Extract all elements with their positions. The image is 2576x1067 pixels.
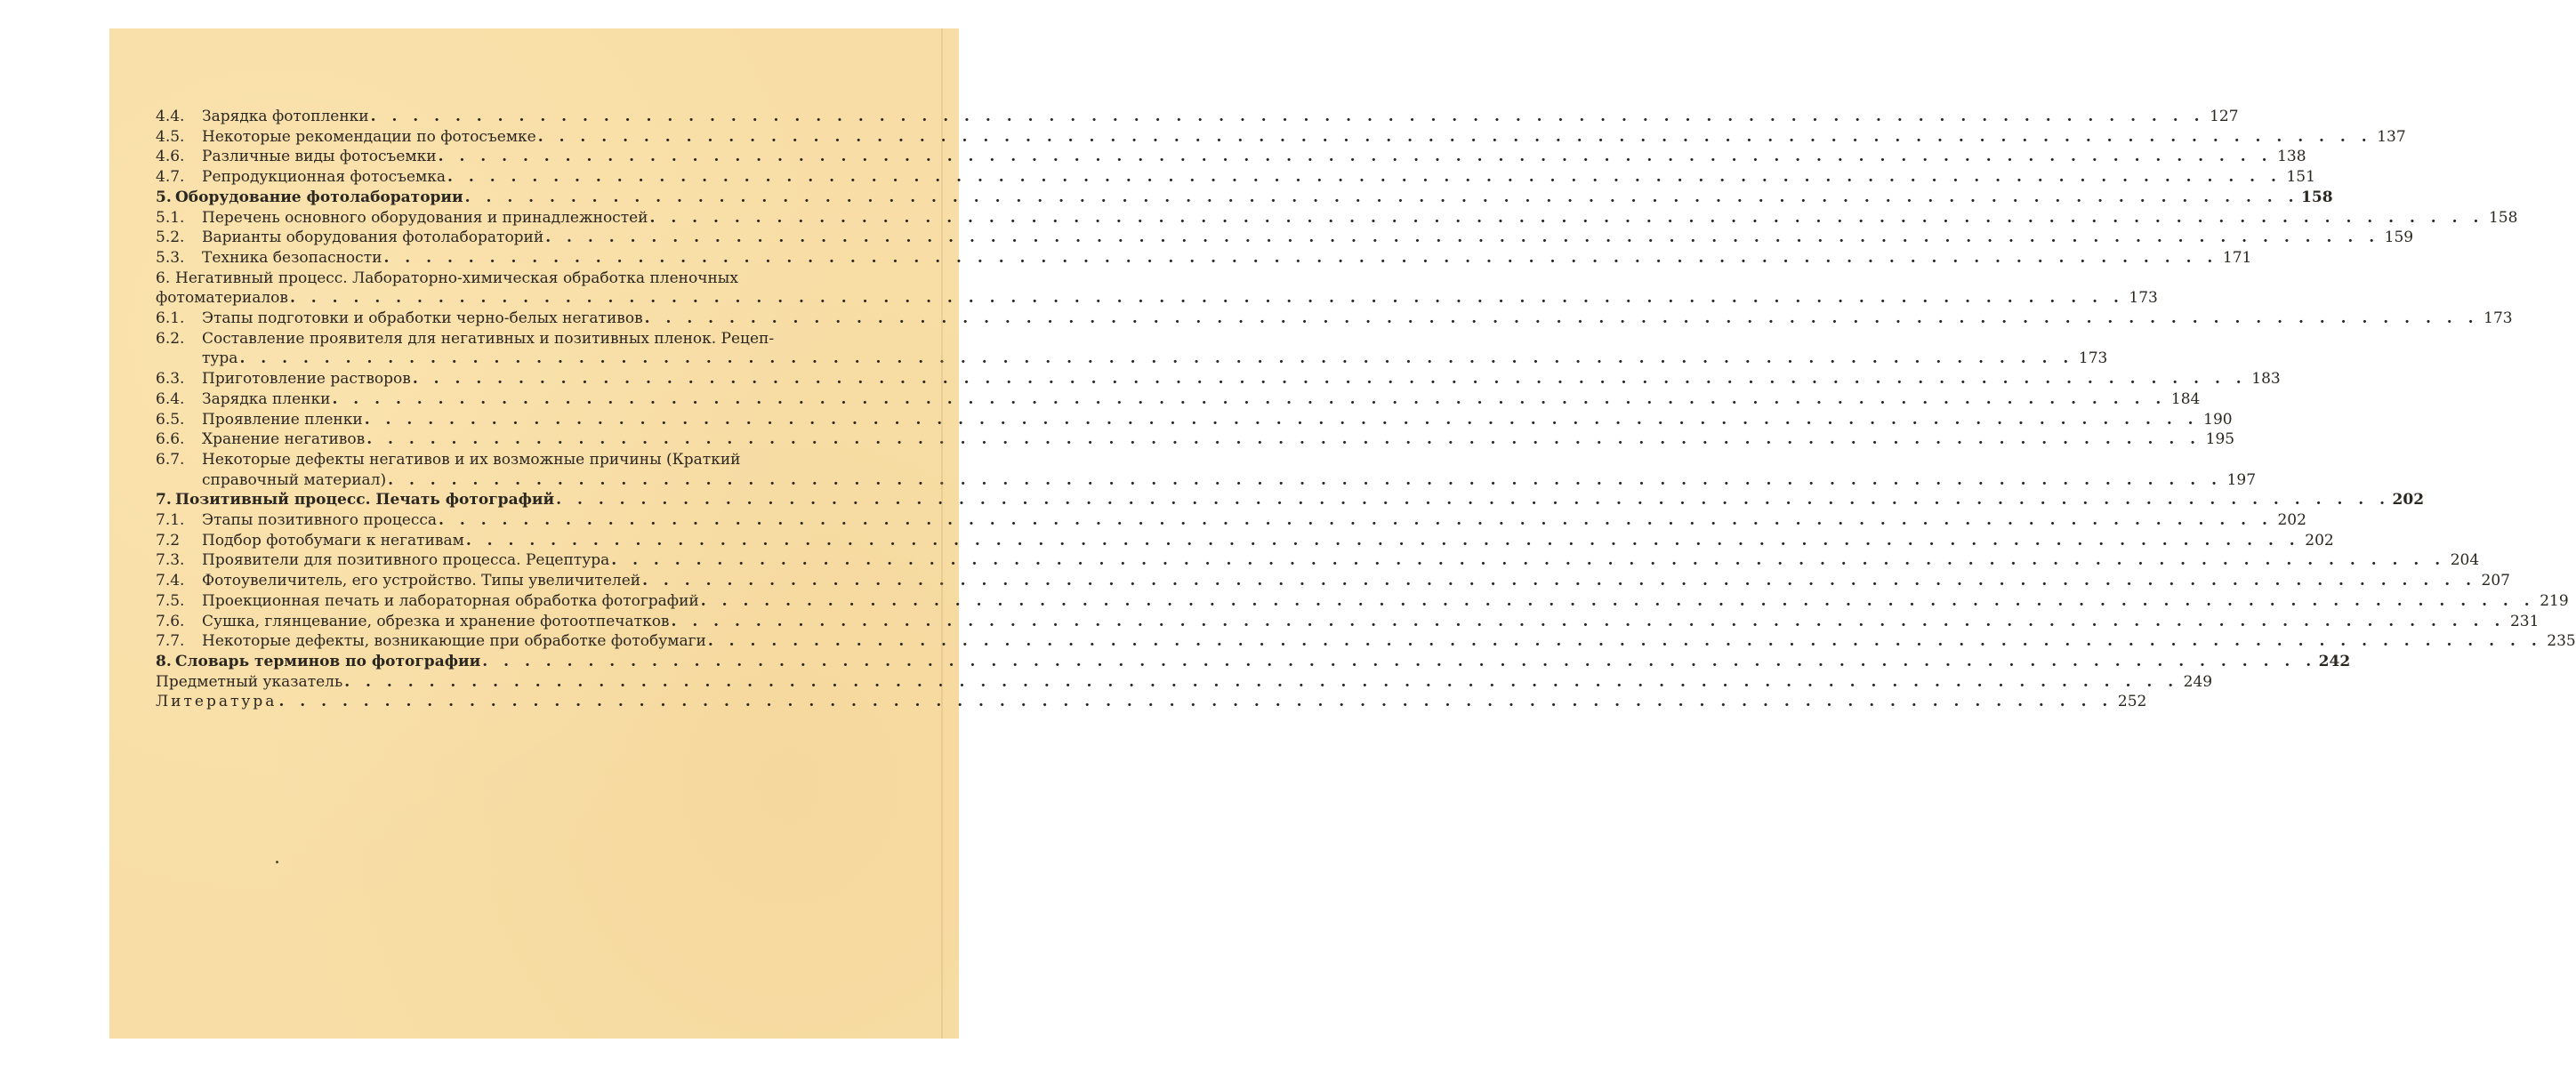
toc-entry-6-2-continued — [156, 349, 2108, 369]
toc-entry-number: 6.7. — [156, 450, 185, 469]
toc-entry-page: 173 — [2483, 309, 2513, 328]
toc-entry-page: 231 — [2509, 612, 2540, 630]
toc-entry-number: 7.3. — [156, 551, 185, 570]
table-of-contents — [156, 107, 2576, 712]
toc-entry-page: 202 — [2277, 511, 2306, 530]
toc-entry-4-7 — [156, 167, 2315, 188]
toc-entry-number: 6.1. — [156, 309, 185, 328]
toc-entry-page: 249 — [2183, 672, 2213, 691]
toc-entry-page: 219 — [2540, 591, 2569, 610]
toc-subject-index — [156, 672, 2213, 693]
toc-entry-title: Некоторые дефекты негативов и их возможные причины (Краткий — [202, 450, 741, 469]
toc-chapter-6-continued — [156, 288, 2158, 309]
toc-entry-number: 7.2 — [156, 531, 181, 550]
toc-entry-title: Проекционная печать и лабораторная обработка фотографий — [202, 591, 699, 610]
toc-entry-number: 6.2. — [156, 329, 185, 348]
toc-entry-title: Репродукционная фотосъемка — [202, 168, 447, 187]
dot-leader — [642, 571, 2476, 591]
toc-entry-6-3 — [156, 369, 2281, 389]
toc-entry-5-1 — [156, 208, 2518, 229]
toc-chapter-7 — [156, 490, 2425, 510]
toc-entry-page: 127 — [2210, 108, 2239, 125]
toc-entry-title: Хранение негативов — [202, 430, 366, 449]
toc-entry-page: 184 — [2170, 389, 2201, 408]
dot-leader — [239, 349, 2073, 369]
toc-entry-7-7 — [156, 631, 2576, 652]
toc-entry-title: Сушка, глянцевание, обрезка и хранение фотоотпечатков — [202, 612, 670, 630]
dot-leader — [278, 692, 2113, 712]
toc-entry-page: 159 — [2384, 229, 2414, 247]
toc-entry-number: 7.7. — [156, 632, 185, 651]
toc-entry-page: 252 — [2117, 693, 2147, 711]
dot-leader — [413, 369, 2247, 389]
toc-entry-number: 8. — [156, 652, 172, 670]
dot-leader — [332, 389, 2166, 410]
toc-entry-page: 190 — [2203, 410, 2233, 429]
toc-entry-page: 195 — [2205, 430, 2235, 449]
toc-entry-4-5 — [156, 127, 2406, 148]
toc-entry-6-4 — [156, 389, 2201, 410]
toc-entry-title: Варианты оборудования фотолабораторий — [202, 229, 544, 247]
toc-entry-6-5 — [156, 410, 2233, 430]
dot-leader — [366, 429, 2201, 450]
toc-entry-title: Проявление пленки — [202, 410, 363, 429]
toc-entry-number: 4.4. — [156, 108, 185, 125]
toc-entry-number: 5.2. — [156, 229, 185, 247]
toc-entry-title: Литература — [156, 693, 278, 711]
dot-leader — [645, 309, 2479, 329]
toc-entry-page: 137 — [2377, 127, 2406, 146]
toc-entry-page: 202 — [2305, 531, 2334, 550]
toc-entry-title: Некоторые рекомендации по фотосъемке — [202, 127, 536, 146]
dot-leader — [672, 612, 2506, 632]
toc-entry-title: Проявители для позитивного процесса. Рецептура — [202, 551, 610, 570]
toc-entry-page: 204 — [2450, 551, 2480, 570]
toc-entry-7-3 — [156, 550, 2480, 571]
dot-leader — [439, 147, 2273, 167]
toc-entry-number: 5. — [156, 188, 172, 206]
toc-chapter-5 — [156, 188, 2333, 208]
toc-entry-6-2 — [156, 329, 914, 349]
toc-entry-6-7-continued — [156, 470, 2257, 491]
toc-entry-7-5 — [156, 591, 2569, 612]
toc-entry-page: 197 — [2226, 470, 2257, 489]
toc-entry-6-7 — [156, 450, 914, 470]
dot-leader — [439, 510, 2273, 531]
toc-entry-page: 158 — [2488, 208, 2518, 227]
dot-leader — [465, 188, 2299, 208]
dot-leader — [545, 228, 2379, 248]
toc-entry-title: Фотоувеличитель, его устройство. Типы увеличителей — [202, 572, 641, 590]
toc-entry-page: 171 — [2222, 248, 2252, 267]
toc-entry-number: 6.5. — [156, 410, 185, 429]
toc-entry-title: Зарядка пленки — [202, 389, 331, 408]
toc-entry-7-6 — [156, 612, 2540, 632]
toc-entry-number: 7.6. — [156, 612, 185, 630]
toc-entry-number: 5.1. — [156, 208, 185, 227]
toc-entry-number: 7. — [156, 491, 172, 509]
toc-entry-page: 158 — [2301, 188, 2333, 206]
book-page — [109, 28, 2576, 1039]
toc-entry-page: 151 — [2286, 168, 2315, 187]
dot-leader — [556, 490, 2390, 510]
toc-entry-number: 6. — [156, 269, 171, 287]
dot-leader — [708, 631, 2542, 652]
toc-entry-5-3 — [156, 248, 2252, 269]
dot-leader — [466, 531, 2300, 551]
dot-leader — [388, 470, 2222, 491]
toc-entry-number: 5.3. — [156, 248, 185, 267]
toc-entry-title: Техника безопасности — [202, 248, 382, 267]
toc-entry-page: 183 — [2251, 370, 2281, 389]
toc-entry-page: 138 — [2277, 148, 2306, 166]
toc-entry-page: 173 — [2129, 289, 2158, 308]
toc-entry-number: 7.4. — [156, 572, 185, 590]
dot-leader — [701, 591, 2535, 612]
toc-entry-page: 207 — [2481, 572, 2510, 590]
toc-entry-title: Этапы подготовки и обработки черно-белых негативов — [202, 309, 643, 328]
toc-entry-5-2 — [156, 228, 2414, 248]
dot-leader — [365, 410, 2199, 430]
toc-entry-number: 4.6. — [156, 148, 185, 166]
toc-entry-number: 6.3. — [156, 370, 185, 389]
dot-leader — [611, 550, 2445, 571]
toc-entry-title: Составление проявителя для негативных и позитивных пленок. Рецеп- — [202, 329, 775, 348]
toc-entry-title: Различные виды фотосъемки — [202, 148, 437, 166]
toc-entry-7-1 — [156, 510, 2306, 531]
dot-leader — [290, 288, 2124, 309]
toc-entry-7-4 — [156, 571, 2510, 591]
toc-entry-title: Приготовление растворов — [202, 370, 411, 389]
toc-entry-number: 6.4. — [156, 389, 185, 408]
toc-entry-title: Этапы позитивного процесса — [202, 511, 438, 530]
toc-entry-title: Оборудование фотолаборатории — [175, 188, 463, 206]
toc-entry-title-continued: справочный материал) — [202, 470, 387, 489]
toc-entry-page: 235 — [2547, 632, 2576, 651]
toc-entry-page: 173 — [2078, 349, 2108, 368]
toc-entry-number: 6.6. — [156, 430, 185, 449]
toc-chapter-8 — [156, 652, 2351, 672]
toc-entry-title-continued: тура — [202, 349, 238, 368]
dot-leader — [344, 672, 2178, 693]
toc-literature — [156, 692, 2147, 712]
toc-entry-number: 4.7. — [156, 168, 185, 187]
toc-entry-6-6 — [156, 429, 2235, 450]
toc-entry-page: 202 — [2392, 491, 2425, 509]
toc-entry-title: Негативный процесс. Лабораторно-химическая обработка пленочных — [175, 269, 738, 287]
toc-entry-page: 242 — [2318, 652, 2351, 670]
dot-leader — [383, 248, 2218, 269]
paper-speck — [276, 861, 278, 863]
dot-leader — [482, 652, 2316, 672]
toc-entry-number: 4.5. — [156, 127, 185, 146]
toc-entry-title: Предметный указатель — [156, 672, 343, 691]
toc-entry-title: Позитивный процесс. Печать фотографий — [175, 491, 555, 509]
dot-leader — [650, 208, 2484, 229]
toc-entry-title: Зарядка фотопленки — [202, 108, 369, 125]
toc-entry-title: Словарь терминов по фотографии — [175, 652, 481, 670]
toc-entry-title: Подбор фотобумаги к негативам — [202, 531, 464, 550]
dot-leader — [371, 107, 2205, 127]
toc-entry-7-2 — [156, 531, 2334, 551]
toc-entry-title-continued: фотоматериалов — [156, 289, 288, 308]
toc-entry-6-1 — [156, 309, 2513, 329]
toc-entry-4-4 — [156, 107, 2239, 127]
dot-leader — [447, 167, 2282, 188]
toc-entry-title: Перечень основного оборудования и принадлежностей — [202, 208, 648, 227]
toc-entry-number: 7.1. — [156, 511, 185, 530]
dot-leader — [538, 127, 2372, 148]
toc-entry-title: Некоторые дефекты, возникающие при обработке фотобумаги — [202, 632, 706, 651]
toc-entry-number: 7.5. — [156, 591, 185, 610]
toc-entry-4-6 — [156, 147, 2306, 167]
toc-chapter-6 — [156, 269, 914, 289]
